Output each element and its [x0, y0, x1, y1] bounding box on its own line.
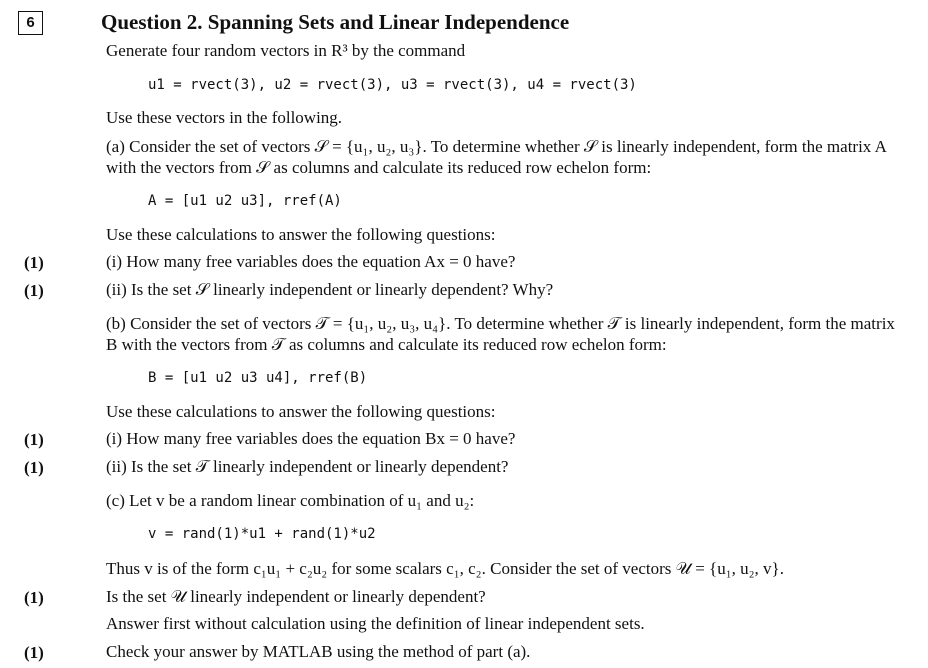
part-a-use-calculations: Use these calculations to answer the following questions: — [106, 225, 496, 244]
part-c-q2-text: Check your answer by MATLAB using the method of part (a). — [106, 642, 531, 661]
part-b-q1-points: (1) — [24, 430, 44, 449]
part-a-q1-text: (i) How many free variables does the equation Ax = 0 have? — [106, 252, 516, 271]
part-c-thus-text: Thus v is of the form c₁u₁ + c₂u₂ for some scalars c₁, c₂. Consider the set of vectors 𝒰 = {u₁, u₂, v}. — [106, 559, 784, 578]
part-c-text: (c) Let v be a random linear combination of u₁ and u₂: — [106, 491, 475, 510]
part-c-answer-first-text: Answer first without calculation using the definition of linear independent sets. — [106, 614, 645, 633]
part-a-text: (a) Consider the set of vectors 𝒮 = {u₁, u₂, u₃}. To determine whether 𝒮 is linearly independent, form the matrix A with the vectors from 𝒮 as columns and calculate its reduced row echelon form: — [106, 137, 886, 177]
question-title: Question 2. Spanning Sets and Linear Independence — [101, 10, 570, 34]
part-a-command: A = [u1 u2 u3], rref(A) — [148, 193, 342, 209]
part-b-q2-text: (ii) Is the set 𝒯 linearly independent or linearly dependent? — [106, 457, 509, 476]
part-c-q2-points: (1) — [24, 643, 44, 662]
part-b-command: B = [u1 u2 u3 u4], rref(B) — [148, 370, 368, 386]
part-c-q1-points: (1) — [24, 588, 44, 607]
part-a-q1-points: (1) — [24, 253, 44, 272]
part-b-text: (b) Consider the set of vectors 𝒯 = {u₁, u₂, u₃, u₄}. To determine whether 𝒯 is linearly independent, form the matrix B with the vectors from 𝒯 as columns and calculate its reduced row echelon form: — [106, 314, 895, 354]
part-a-q2-points: (1) — [24, 281, 44, 300]
use-vectors-text: Use these vectors in the following. — [106, 108, 343, 127]
part-c-q1-text: Is the set 𝒰 linearly independent or linearly dependent? — [106, 587, 486, 606]
part-b-use-calculations: Use these calculations to answer the following questions: — [106, 402, 496, 421]
part-c-command: v = rand(1)*u1 + rand(1)*u2 — [148, 526, 376, 542]
problem-number-box: 6 — [18, 11, 43, 35]
part-b-q2-points: (1) — [24, 458, 44, 477]
part-b-q1-text: (i) How many free variables does the equation Bx = 0 have? — [106, 429, 516, 448]
generate-command: u1 = rvect(3), u2 = rvect(3), u3 = rvect(3), u4 = rvect(3) — [148, 77, 637, 93]
intro-text: Generate four random vectors in R³ by the command — [106, 41, 466, 60]
part-a-q2-text: (ii) Is the set 𝒮 linearly independent or linearly dependent? Why? — [106, 280, 554, 299]
